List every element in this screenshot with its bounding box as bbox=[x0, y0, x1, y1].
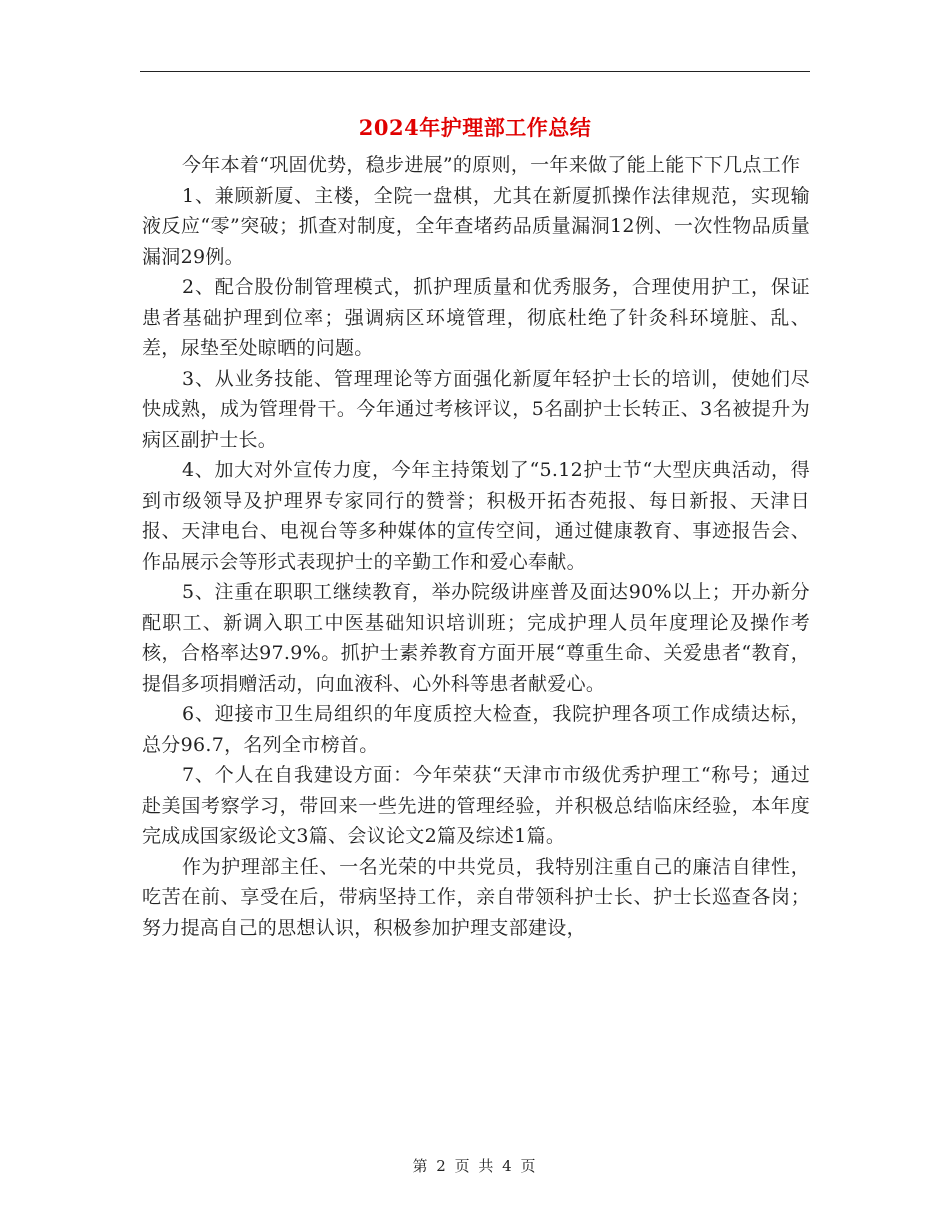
paragraph-item-3: 3、从业务技能、管理理论等方面强化新厦年轻护士长的培训，使她们尽快成熟，成为管理骨干。今年通过考核评议，5名副护士长转正、3名被提升为病区副护士长。 bbox=[142, 367, 810, 451]
paragraph-item-4: 4、加大对外宣传力度，今年主持策划了“5.12护士节“大型庆典活动，得到市级领导及护理界专家同行的赞誉；积极开拓杏苑报、每日新报、天津日报、天津电台、电视台等多种媒体的宣传空间，通过健康教育、事迹报告会、作品展示会等形式表现护士的辛勤工作和爱心奉献。 bbox=[142, 459, 810, 573]
paragraph-item-1: 1、兼顾新厦、主楼，全院一盘棋，尤其在新厦抓操作法律规范，实现输液反应“零”突破；抓查对制度，全年查堵药品质量漏洞12例、一次性物品质量漏洞29例。 bbox=[142, 184, 810, 268]
page-footer: 第 2 页 共 4 页 bbox=[412, 1157, 538, 1175]
paragraph-item-6: 6、迎接市卫生局组织的年度质控大检查，我院护理各项工作成绩达标，总分96.7，名列全市榜首。 bbox=[142, 703, 810, 756]
paragraph-item-7: 7、个人在自我建设方面：今年荣获“天津市市级优秀护理工“称号；通过赴美国考察学习，带回来一些先进的管理经验，并积极总结临床经验，本年度完成成国家级论文3篇、会议论文2篇及综述1篇。 bbox=[142, 764, 810, 847]
paragraph-item-5: 5、注重在职职工继续教育，举办院级讲座普及面达90%以上；开办新分配职工、新调入职工中医基础知识培训班；完成护理人员年度理论及操作考核，合格率达97.9%。抓护士素养教育方面开展“尊重生命、关爱患者“教育，提倡多项捐赠活动，向血液科、心外科等患者献爱心。 bbox=[142, 581, 810, 695]
paragraph-intro: 今年本着“巩固优势，稳步进展”的原则，一年来做了能上能下下几点工作 bbox=[182, 154, 801, 176]
paragraph-item-2: 2、配合股份制管理模式，抓护理质量和优秀服务，合理使用护工，保证患者基础护理到位率；强调病区环境管理，彻底杜绝了针灸科环境脏、乱、差，尿垫至处晾晒的问题。 bbox=[142, 276, 810, 359]
header-rule bbox=[140, 71, 810, 72]
page-title: 2024年护理部工作总结 bbox=[358, 115, 592, 140]
document-body bbox=[142, 150, 810, 943]
paragraph-closing: 作为护理部主任、一名光荣的中共党员，我特别注重自己的廉洁自律性，吃苦在前、享受在后，带病坚持工作，亲自带领科护士长、护士长巡查各岗；努力提高自己的思想认识，积极参加护理支部建设， bbox=[142, 855, 810, 939]
